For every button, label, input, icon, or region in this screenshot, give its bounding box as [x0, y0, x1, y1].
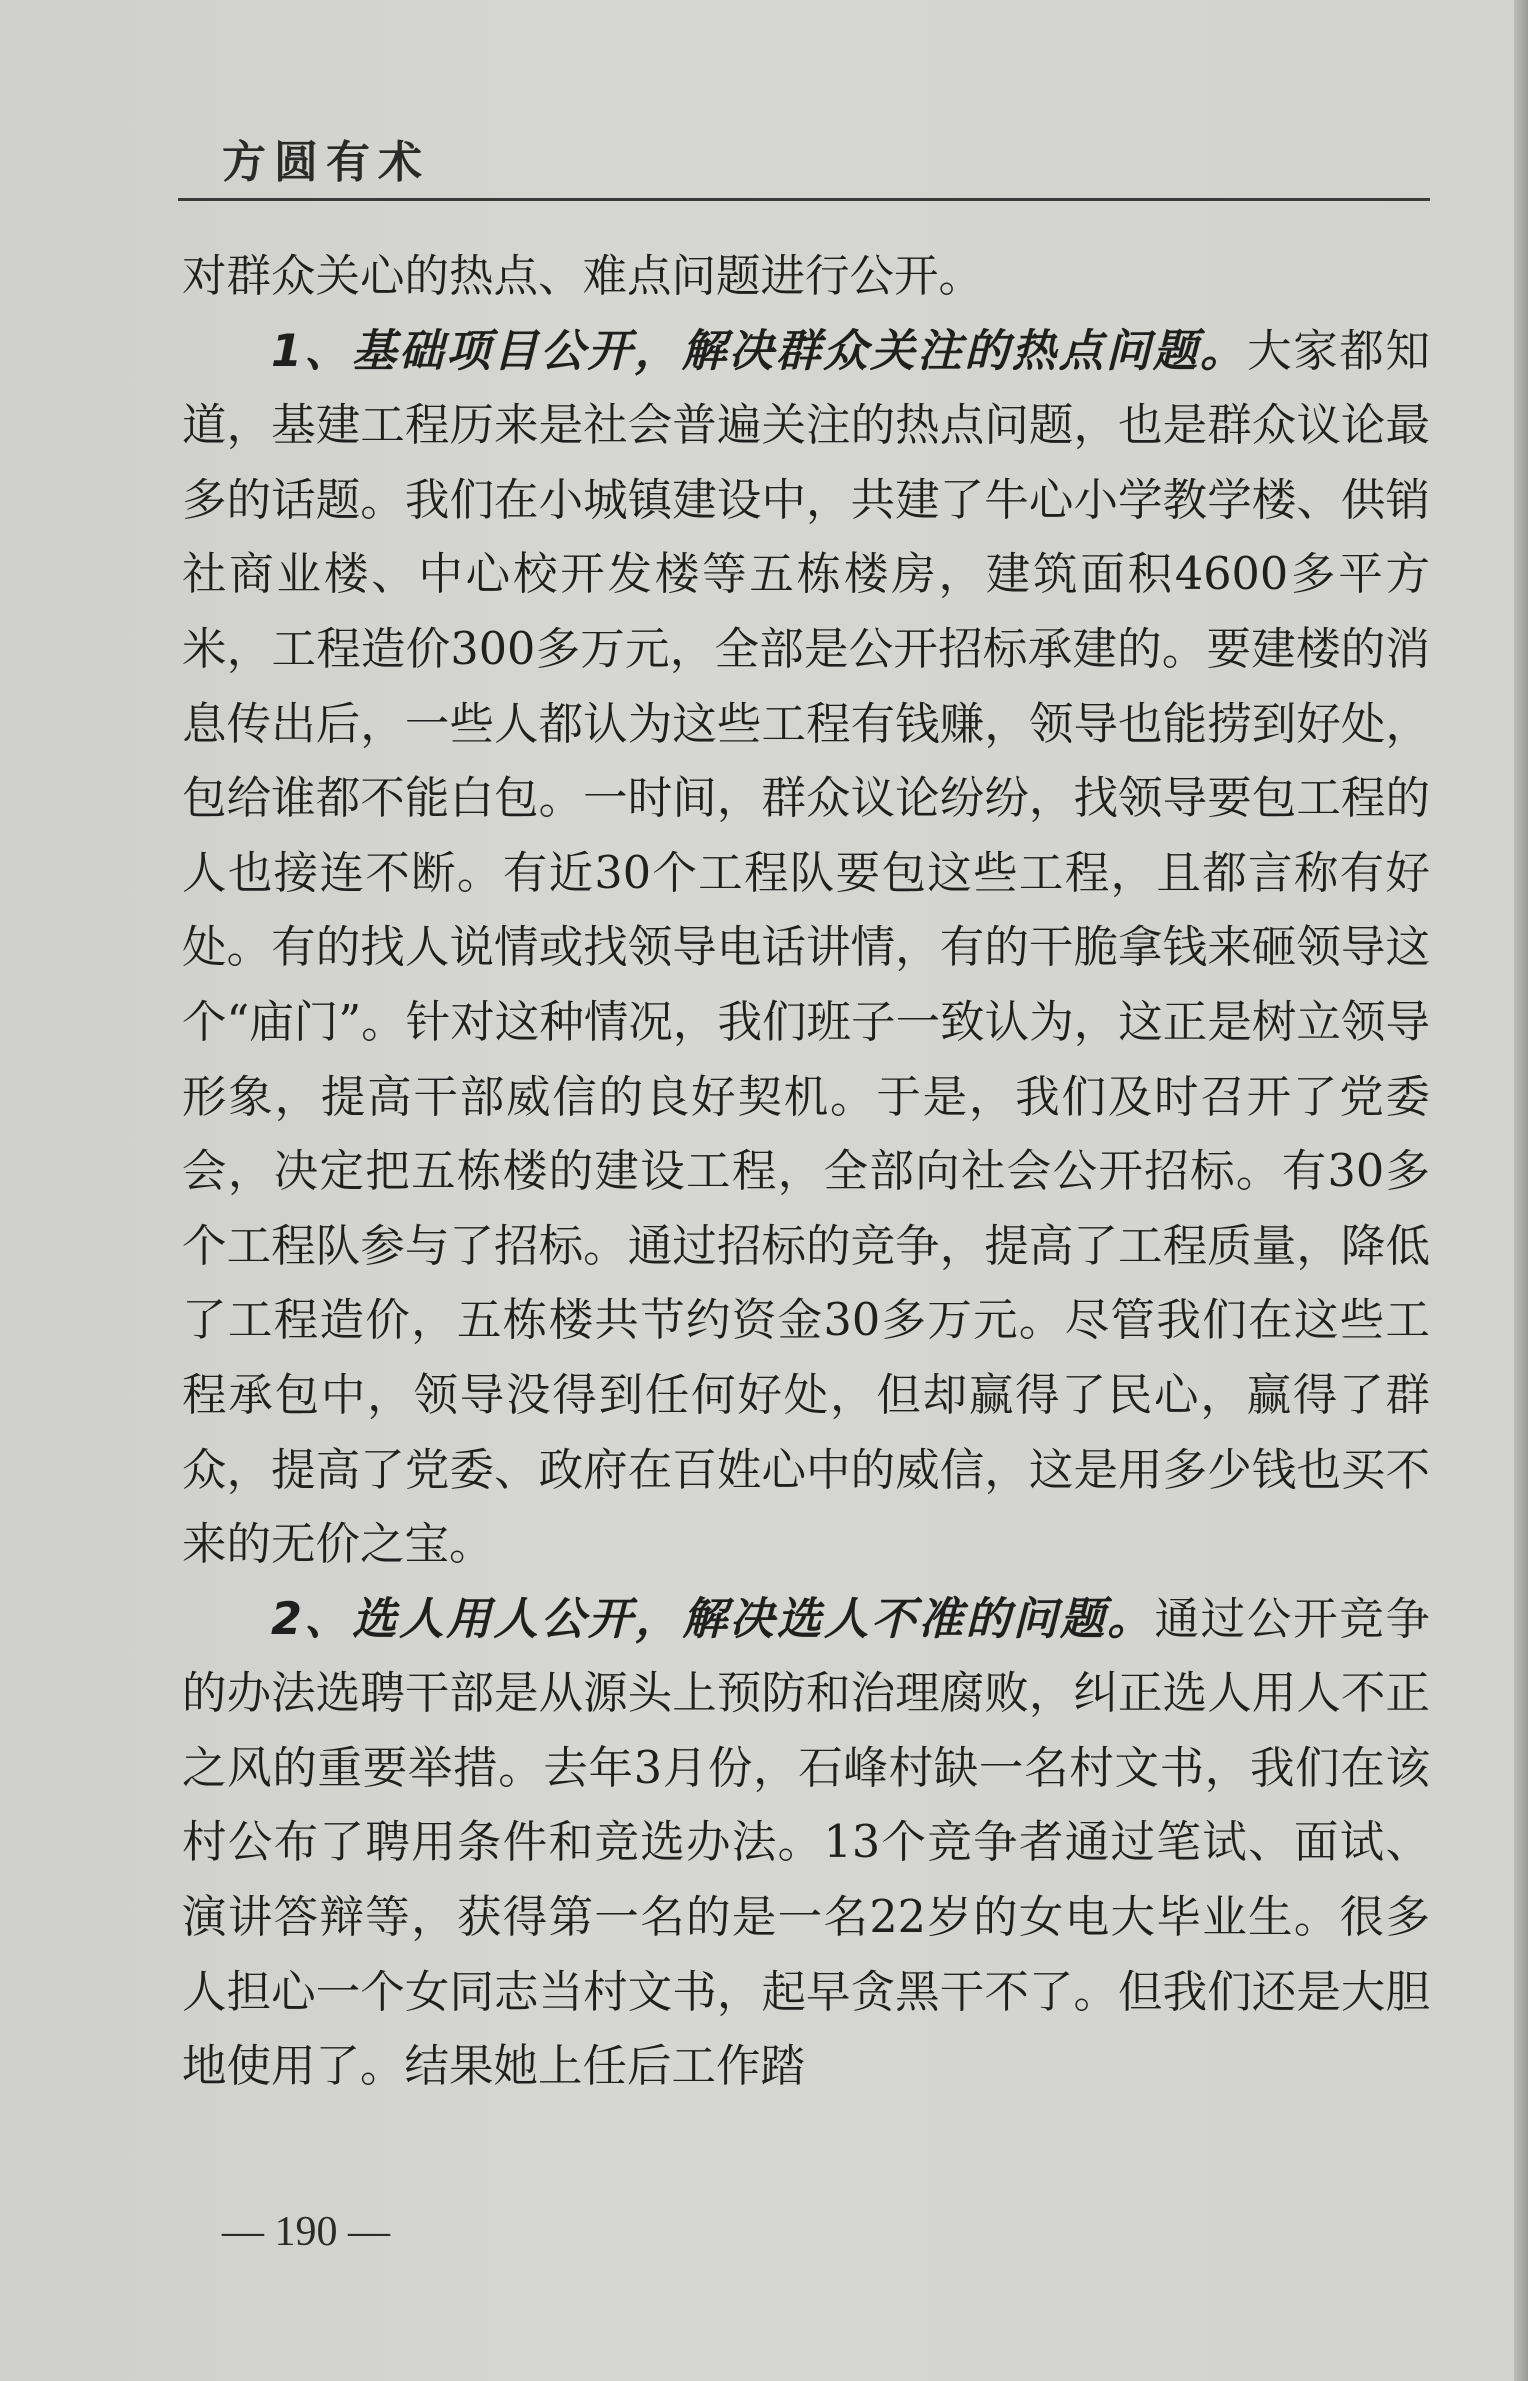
body-text — [182, 240, 1430, 2105]
page-number: — 190 — — [222, 2209, 390, 2255]
paragraph-2-heading: 2、选人用人公开，解决选人不准的问题。 — [271, 1593, 1155, 1645]
paragraph-continuation: 对群众关心的热点、难点问题进行公开。 — [182, 251, 984, 302]
paragraph-2-text: 通过公开竞争的办法选聘干部是从源头上预防和治理腐败，纠正选人用人不正之风的重要举措。去年3月份，石峰村缺一名村文书，我们在该村公布了聘用条件和竞选办法。13个竞争者通过笔试、面试、演讲答辩等，获得第一名的是一名22岁的女电大毕业生。很多人担心一个女同志当村文书，起早贪黑干不了。但我们还是大胆地使用了。结果她上任后工作踏 — [182, 1593, 1430, 2093]
paragraph-1 — [182, 315, 1430, 1583]
running-header-title: 方圆有术 — [222, 137, 430, 188]
paragraph-2 — [182, 1583, 1430, 2105]
paragraph-1-text: 大家都知道，基建工程历来是社会普遍关注的热点问题，也是群众议论最多的话题。我们在小城镇建设中，共建了牛心小学教学楼、供销社商业楼、中心校开发楼等五栋楼房，建筑面积4600多平方米，工程造价300多万元，全部是公开招标承建的。要建楼的消息传出后，一些人都认为这些工程有钱赚，领导也能捞到好处，包给谁都不能白包。一时间，群众议论纷纷，找领导要包工程的人也接连不断。有近30个工程队要包这些工程，且都言称有好处。有的找人说情或找领导电话讲情，有的干脆拿钱来砸领导这个“庙门”。针对这种情况，我们班子一致认为，这正是树立领导形象，提高干部威信的良好契机。于是，我们及时召开了党委会，决定把五栋楼的建设工程，全部向社会公开招标。有30多个工程队参与了招标。通过招标的竞争，提高了工程质量，降低了工程造价，五栋楼共节约资金30多万元。尽管我们在这些工程承包中，领导没得到任何好处，但却赢得了民心，赢得了群众，提高了党委、政府在百姓心中的威信，这是用多少钱也买不来的无价之宝。 — [182, 325, 1430, 1571]
page-edge-shadow — [1514, 0, 1528, 2381]
paragraph-1-heading: 1、基础项目公开，解决群众关注的热点问题。 — [271, 325, 1248, 377]
header-rule — [178, 198, 1430, 201]
